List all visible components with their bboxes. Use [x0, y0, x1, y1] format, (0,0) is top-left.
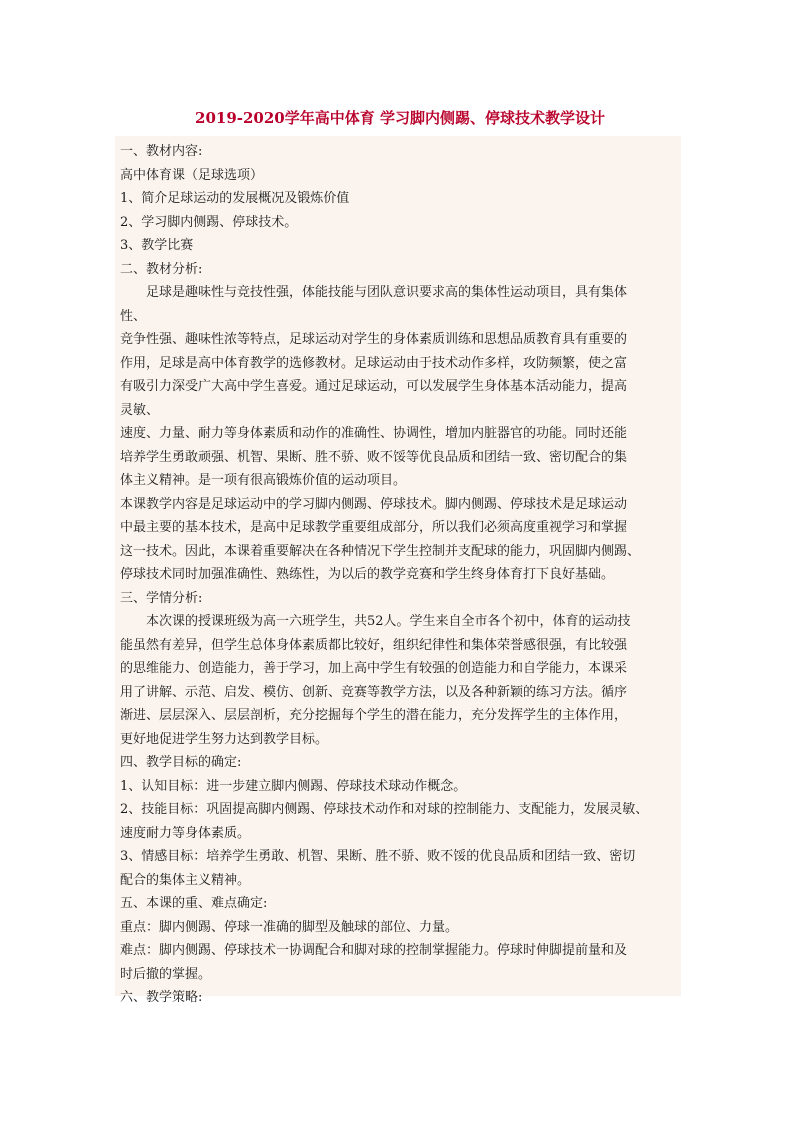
document-body [115, 136, 681, 1005]
body-line: 五、本课的重、难点确定: [120, 896, 268, 911]
body-line: 四、教学目标的确定: [120, 755, 242, 770]
body-line: 竞争性强、趣味性浓等特点，足球运动对学生的身体素质训练和思想品质教育具有重要的 [120, 332, 628, 347]
body-line: 这一技术。因此，本课着重要解决在各种情况下学生控制并支配球的能力，巩固脚内侧踢、 [120, 543, 641, 559]
body-line: 中最主要的基本技术，是高中足球教学重要组成部分，所以我们必须高度重视学习和掌握 [120, 520, 628, 535]
body-line: 能虽然有差异，但学生总体身体素质都比较好，组织纪律性和集体荣誉感很强，有比较强 [120, 637, 628, 653]
body-line: 作用，足球是高中体育教学的选修教材。足球运动由于技术动作多样，攻防频繁，使之富 [120, 355, 628, 371]
body-line: 有吸引力深受广大高中学生喜爱。通过足球运动，可以发展学生身体基本活动能力，提高 [120, 379, 628, 394]
body-line: 一、教材内容: [120, 144, 203, 159]
body-line: 足球是趣味性与竞技性强，体能技能与团队意识要求高的集体性运动项目，具有集体 [146, 285, 628, 300]
body-line: 更好地促进学生努力达到教学目标。 [120, 731, 329, 747]
body-line: 培养学生勇敢顽强、机智、果断、胜不骄、败不馁等优良品质和团结一致、密切配合的集 [120, 449, 628, 465]
body-line: 重点：脚内侧踢、停球一准确的脚型及触球的部位、力量。 [120, 919, 459, 935]
body-line: 六、教学策略: [120, 990, 203, 1005]
body-line: 体主义精神。是一项有很高锻炼价值的运动项目。 [120, 473, 407, 488]
body-line: 难点：脚内侧踢、停球技术一协调配合和脚对球的控制掌握能力。停球时伸脚提前量和及 [120, 943, 628, 958]
body-line: 用了讲解、示范、启发、模仿、创新、竞赛等教学方法，以及各种新颖的练习方法。循序 [120, 684, 628, 700]
body-line: 停球技术同时加强准确性、熟练性，为以后的教学竞赛和学生终身体育打下良好基础。 [120, 567, 615, 582]
body-line: 高中体育课（足球选项） [120, 167, 264, 183]
body-line: 配合的集体主义精神。 [120, 872, 251, 888]
body-line: 1、简介足球运动的发展概况及锻炼价值 [120, 191, 350, 206]
body-line: 3、教学比赛 [120, 238, 194, 253]
body-line: 渐进、层层深入、层层剖析，充分挖掘每个学生的潜在能力，充分发挥学生的主体作用， [120, 708, 628, 723]
body-line: 2、技能目标：巩固提高脚内侧踢、停球技术动作和对球的控制能力、支配能力，发展灵敏、 [120, 802, 649, 817]
body-line: 2、学习脚内侧踢、停球技术。 [120, 214, 298, 230]
body-line: 的思维能力、创造能力，善于学习，加上高中学生有较强的创造能力和自学能力，本课采 [120, 661, 628, 676]
body-line: 二、教材分析: [120, 261, 203, 277]
body-line: 速度耐力等身体素质。 [120, 825, 251, 841]
body-line: 时后撤的掌握。 [120, 966, 212, 982]
body-line: 1、认知目标：进一步建立脚内侧踢、停球技术球动作概念。 [120, 778, 467, 794]
document-title: 2019-2020学年高中体育 学习脚内侧踢、停球技术教学设计 [195, 109, 605, 127]
body-line: 3、情感目标：培养学生勇敢、机智、果断、胜不骄、败不馁的优良品质和团结一致、密切 [120, 849, 636, 864]
body-line: 灵敏、 [120, 402, 160, 418]
body-line: 三、学情分析: [120, 590, 203, 606]
body-line: 本次课的授课班级为高一六班学生，共52人。学生来自全市各个初中，体育的运动技 [146, 614, 631, 629]
body-line: 性、 [120, 308, 147, 324]
body-line: 速度、力量、耐力等身体素质和动作的准确性、协调性，增加内脏器官的功能。同时还能 [120, 426, 628, 441]
body-line: 本课教学内容是足球运动中的学习脚内侧踢、停球技术。脚内侧踢、停球技术是足球运动 [120, 496, 628, 512]
